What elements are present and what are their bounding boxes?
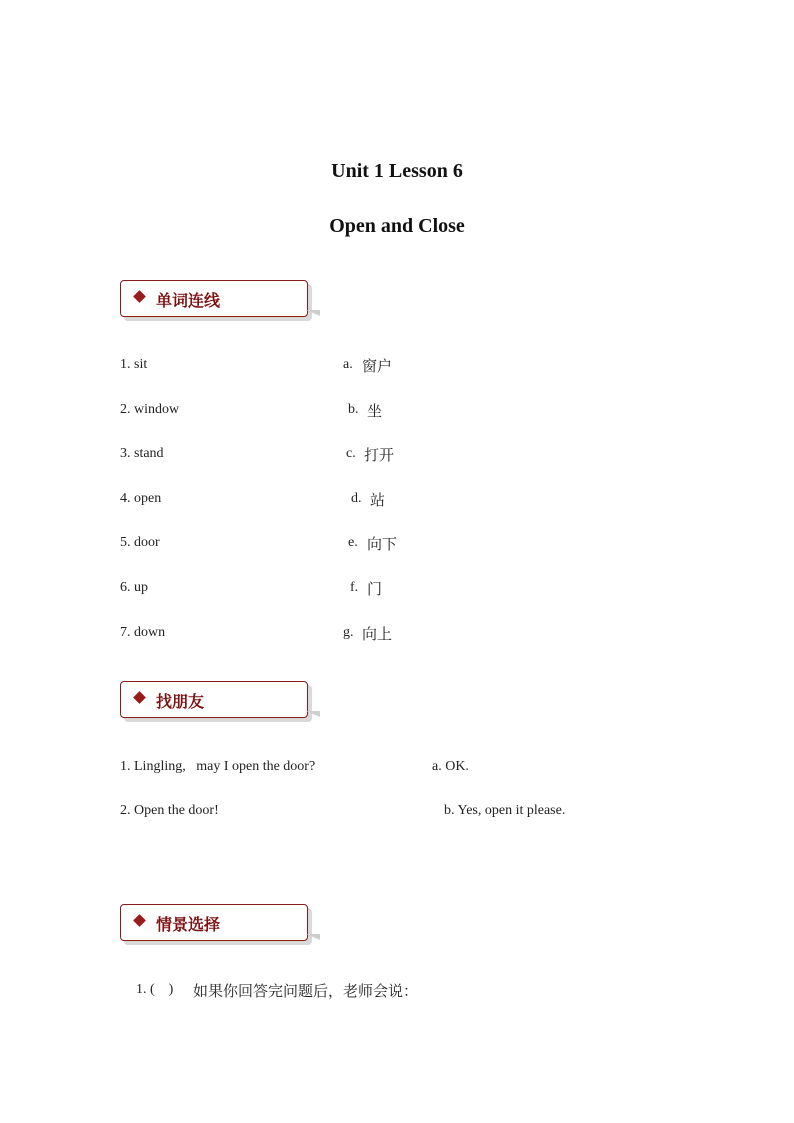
diamond-icon [133,914,146,927]
section-shadow [306,711,320,717]
friend-right-item: a. OK. [432,759,469,774]
match-left-item: 2. window [120,402,180,417]
match-right-letter: g. [343,625,354,640]
page-title: Unit 1 Lesson 6 [331,160,463,182]
match-right-letter: a. [343,357,353,372]
friend-left-item: 1. Lingling, may I open the door? [120,759,316,774]
section-label: 单词连线 [156,291,221,310]
match-right-letter: f. [350,580,359,595]
match-right-word: 站 [370,491,386,509]
match-left-item: 4. open [120,491,162,506]
match-right-word: 坐 [367,402,383,420]
match-right-word: 向下 [367,535,398,553]
match-right-word: 打开 [364,446,395,464]
section-header-find-friends [120,681,308,718]
section-shadow [306,934,320,940]
match-left-item: 6. up [120,580,148,595]
match-left-item: 1. sit [120,357,148,372]
match-left-item: 3. stand [120,446,164,461]
diamond-icon [133,290,146,303]
section-header-situation [120,904,308,941]
match-right-letter: b. [348,402,359,417]
section-label: 情景选择 [156,915,221,934]
question-text: 如果你回答完问题后，老师会说： [193,982,419,1000]
friend-right-item: b. Yes, open it please. [444,803,566,818]
diamond-icon [133,691,146,704]
question-number: 1. ( ) [136,982,174,997]
page-subtitle: Open and Close [329,215,465,237]
match-right-word: 门 [367,580,383,598]
section-shadow [306,310,320,316]
section-label: 找朋友 [156,692,205,711]
match-right-letter: d. [351,491,362,506]
friend-left-item: 2. Open the door! [120,803,219,818]
match-left-item: 5. door [120,535,160,550]
match-right-word: 向上 [362,625,393,643]
match-left-item: 7. down [120,625,166,640]
match-right-letter: c. [346,446,356,461]
match-right-letter: e. [348,535,358,550]
section-header-match-words [120,280,308,317]
match-right-word: 窗户 [362,357,393,375]
